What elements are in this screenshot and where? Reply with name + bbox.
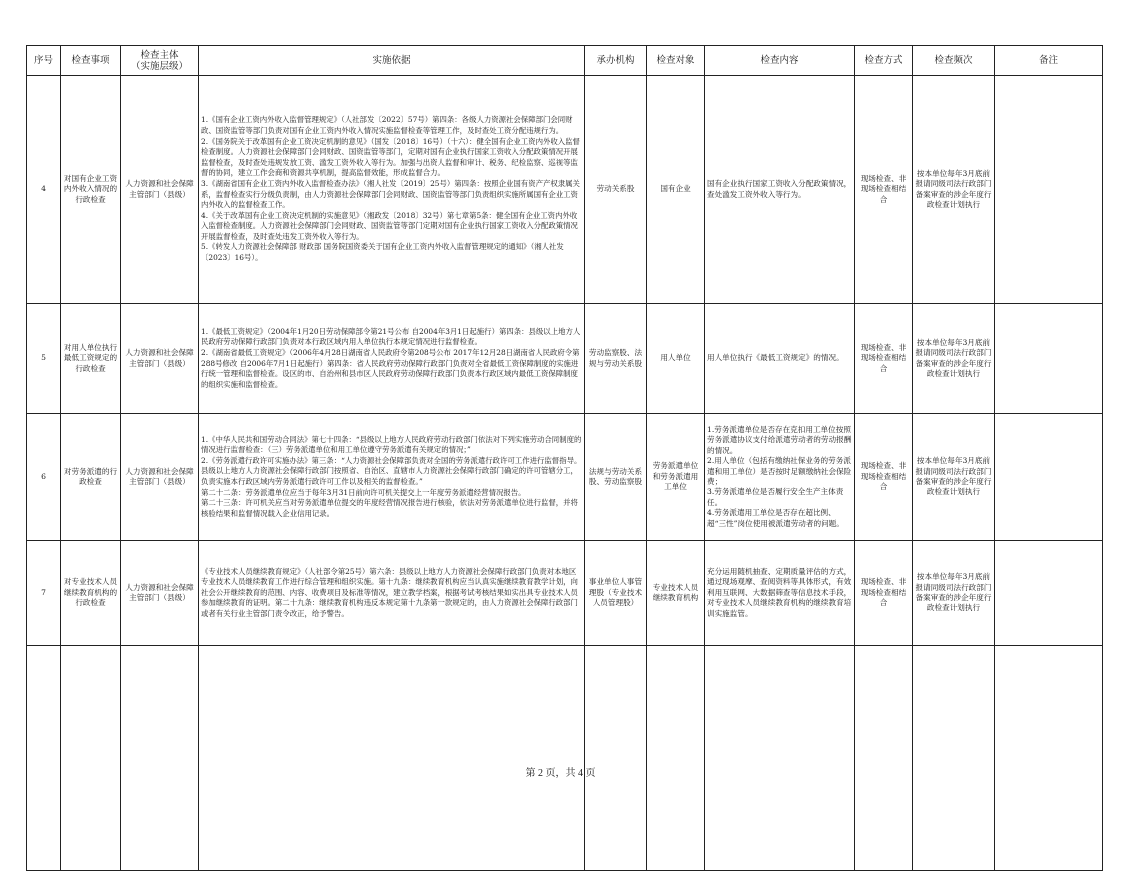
row-item: 对用人单位执行最低工资规定的行政检查	[61, 304, 121, 414]
row-method: 现场检查、非现场检查相结合	[855, 76, 913, 304]
document-sheet	[26, 45, 1102, 871]
row-frequency: 按本单位每年3月底前报请同级司法行政部门备案审查的涉企年度行政检查计划执行	[913, 541, 995, 646]
row-org: 法规与劳动关系股、劳动监察股	[585, 414, 647, 541]
content-paragraph: 国有企业执行国家工资收入分配政策情况，查处滥发工资外收入等行为。	[707, 179, 852, 199]
basis-paragraph: 2.《湖南省最低工资规定》（2006年4月28日湖南省人民政府令第208号公布 2017年12月28日湖南省人民政府令第288号修改 自2006年7月1日起施行）第四条：省人民政府劳动保障行政部门负责对全省最低工资保障制度的实施进行统一管理和监督检查。设区的市、自治州和县市区人民政府劳动保障行政部门负责本行政区域内最低工资保障制度的组织实施和监督检查。	[201, 347, 580, 389]
row-item: 对劳务派遣的行政检查	[61, 414, 121, 541]
basis-paragraph: 1.《国有企业工资内外收入监督管理规定》（人社部发〔2022〕57号）第四条：各级人力资源社会保障部门会同财政、国资监管等部门负责对国有企业工资内外收入情况实施监督检查等管理工作，及时查处工资分配违规行为。	[201, 115, 573, 135]
header-subject: 检查主体 （实施层级）	[121, 46, 199, 76]
empty-cell	[705, 646, 855, 871]
empty-row	[27, 646, 1103, 871]
row-org: 事业单位人事管理股（专业技术人员管理股）	[585, 541, 647, 646]
row-org: 劳动监察股、法规与劳动关系股	[585, 304, 647, 414]
row-item: 对专业技术人员继续教育机构的行政检查	[61, 541, 121, 646]
row-org: 劳动关系股	[585, 76, 647, 304]
header-target: 检查对象	[647, 46, 705, 76]
basis-paragraph: 1.《最低工资规定》（2004年1月20日劳动保障部令第21号公布 自2004年3月1日起施行）第四条：县级以上地方人民政府劳动保障行政部门负责对本行政区域内用人单位执行本规定情况进行监督检查。	[201, 326, 581, 347]
basis-paragraph: 3.《湖南省国有企业工资内外收入监督检查办法》（湘人社发〔2019〕25号）第四条：按照企业国有资产产权隶属关系，监督检查实行分级负责制，由人力资源社会保障部门会同财政、国资监管等部门负责组织实施所属国有企业工资内外收入的监督检查工作。	[201, 178, 580, 210]
content-paragraph: 1.劳务派遣单位是否存在克扣用工单位按照劳务派遣协议支付给派遣劳动者的劳动报酬的情况。	[707, 424, 852, 455]
empty-cell	[585, 646, 647, 871]
table-row	[27, 304, 1103, 414]
basis-paragraph: 4.《关于改革国有企业工资决定机制的实施意见》（湘政发〔2018〕32号）第七章第5条：健全国有企业工资内外收入监督检查制度。人力资源社会保障部门会同财政、国资监管等部门定期对国有企业执行国家工资收入分配政策情况开展监督检查，及时查处违发工资外收入等行为。	[201, 210, 578, 241]
row-no: 4	[27, 76, 61, 304]
row-basis	[199, 414, 585, 541]
row-target: 专业技术人员继续教育机构	[647, 541, 705, 646]
header-item: 检查事项	[61, 46, 121, 76]
empty-cell	[199, 646, 585, 871]
row-note	[995, 541, 1103, 646]
empty-cell	[61, 646, 121, 871]
header-row	[27, 46, 1103, 76]
basis-paragraph: 5.《转发人力资源社会保障部 财政部 国务院国资委关于国有企业工资内外收入监督管理规定的通知》（湘人社发〔2023〕16号）。	[201, 242, 564, 263]
empty-cell	[121, 646, 199, 871]
header-basis: 实施依据	[199, 46, 585, 76]
empty-cell	[647, 646, 705, 871]
row-method: 现场检查、非现场检查相结合	[855, 541, 913, 646]
table-row	[27, 414, 1103, 541]
header-frequency: 检查频次	[913, 46, 995, 76]
row-content	[705, 414, 855, 541]
empty-cell	[27, 646, 61, 871]
row-basis	[199, 541, 585, 646]
row-target: 用人单位	[647, 304, 705, 414]
basis-paragraph: 2.《国务院关于改革国有企业工资决定机制的意见》（国发〔2018〕16号）（十六）：健全国有企业工资内外收入监督检查制度。人力资源社会保障部门会同财政、国资监管等部门，定期对国有企业执行国家工资收入分配政策情况开展监督检查，及时查处违规发放工资、滥发工资外收入等行为。加强与出资人监督和审计、税务、纪检监察、巡视等监督的协同，建立工作会商和资源共享机制，提高监督效能，形成监督合力。	[201, 136, 580, 178]
row-basis	[199, 76, 585, 304]
row-note	[995, 414, 1103, 541]
row-no: 7	[27, 541, 61, 646]
header-content: 检查内容	[705, 46, 855, 76]
basis-paragraph: 第二十二条：劳务派遣单位应当于每年3月31日前向许可机关提交上一年度劳务派遣经营情况报告。	[201, 487, 526, 497]
table-row	[27, 76, 1103, 304]
basis-paragraph: 第二十三条：许可机关应当对劳务派遣单位提交的年度经营情况报告进行核验，依法对劳务派遣单位进行监督，并将核验结果和监督情况载入企业信用记录。	[201, 498, 578, 518]
row-content	[705, 76, 855, 304]
content-paragraph: 用人单位执行《最低工资规定》的情况。	[707, 353, 844, 363]
row-method: 现场检查、非现场检查相结合	[855, 304, 913, 414]
empty-cell	[995, 646, 1103, 871]
basis-paragraph: 1.《中华人民共和国劳动合同法》第七十四条：“县级以上地方人民政府劳动行政部门依法对下列实施劳动合同制度的情况进行监督检查：（三）劳务派遣单位和用工单位遵守劳务派遣有关规定的情况；”	[201, 434, 582, 455]
row-target: 国有企业	[647, 76, 705, 304]
content-paragraph: 3.劳务派遣单位是否履行安全生产主体责任。	[707, 487, 844, 507]
row-content	[705, 541, 855, 646]
content-paragraph: 充分运用随机抽查、定期质量评估的方式，通过现场观摩、查阅资料等具体形式，有效利用互联网、大数据筛查等信息技术手段，对专业技术人员继续教育机构的继续教育培训实施监管。	[707, 566, 852, 618]
inspection-table	[26, 45, 1103, 871]
row-subject: 人力资源和社会保障主管部门（县级）	[121, 76, 199, 304]
row-subject: 人力资源和社会保障主管部门（县级）	[121, 304, 199, 414]
content-paragraph: 2.用人单位（包括有缴纳社保业务的劳务派遣和用工单位）是否按时足额缴纳社会保险费；	[707, 456, 852, 486]
table-row	[27, 541, 1103, 646]
empty-cell	[855, 646, 913, 871]
row-subject: 人力资源和社会保障主管部门（县级）	[121, 541, 199, 646]
basis-paragraph: 2.《劳务派遣行政许可实施办法》第三条：“人力资源社会保障部负责对全国的劳务派遣行政许可工作进行监督指导。县级以上地方人力资源社会保障行政部门按照省、自治区、直辖市人力资源社会保障行政部门确定的许可管辖分工，负责实施本行政区域内劳务派遣行政许可工作以及相关的监督检查。”	[201, 455, 582, 486]
page-footer: 第 2 页，共 4 页	[525, 768, 596, 779]
row-frequency: 按本单位每年3月底前报请同级司法行政部门备案审查的涉企年度行政检查计划执行	[913, 76, 995, 304]
header-no: 序号	[27, 46, 61, 76]
header-note: 备注	[995, 46, 1103, 76]
row-no: 6	[27, 414, 61, 541]
row-no: 5	[27, 304, 61, 414]
row-note	[995, 304, 1103, 414]
basis-paragraph: 《专业技术人员继续教育规定》（人社部令第25号）第六条：县级以上地方人力资源社会保障行政部门负责对本地区专业技术人员继续教育工作进行综合管理和组织实施。第十九条：继续教育机构应当认真实施继续教育教学计划，向社会公开继续教育的范围、内容、收费项目及标准等情况，建立教学档案，根据考试考核结果如实出具专业技术人员参加继续教育的证明。第二十九条：继续教育机构违反本规定第十九条第一款规定的，由人力资源社会保障行政部门或者有关行业主管部门责令改正，给予警告。	[201, 566, 578, 618]
empty-cell	[913, 646, 995, 871]
row-item: 对国有企业工资内外收入情况的行政检查	[61, 76, 121, 304]
row-content	[705, 304, 855, 414]
content-paragraph: 4.劳务派遣用工单位是否存在超比例、超“三性”岗位使用被派遣劳动者的问题。	[707, 508, 844, 528]
header-method: 检查方式	[855, 46, 913, 76]
row-method: 现场检查、非现场检查相结合	[855, 414, 913, 541]
row-subject: 人力资源和社会保障主管部门（县级）	[121, 414, 199, 541]
row-frequency: 按本单位每年3月底前报请同级司法行政部门备案审查的涉企年度行政检查计划执行	[913, 414, 995, 541]
row-target: 劳务派遣单位和劳务派遣用工单位	[647, 414, 705, 541]
header-org: 承办机构	[585, 46, 647, 76]
row-note	[995, 76, 1103, 304]
row-frequency: 按本单位每年3月底前报请同级司法行政部门备案审查的涉企年度行政检查计划执行	[913, 304, 995, 414]
row-basis	[199, 304, 585, 414]
